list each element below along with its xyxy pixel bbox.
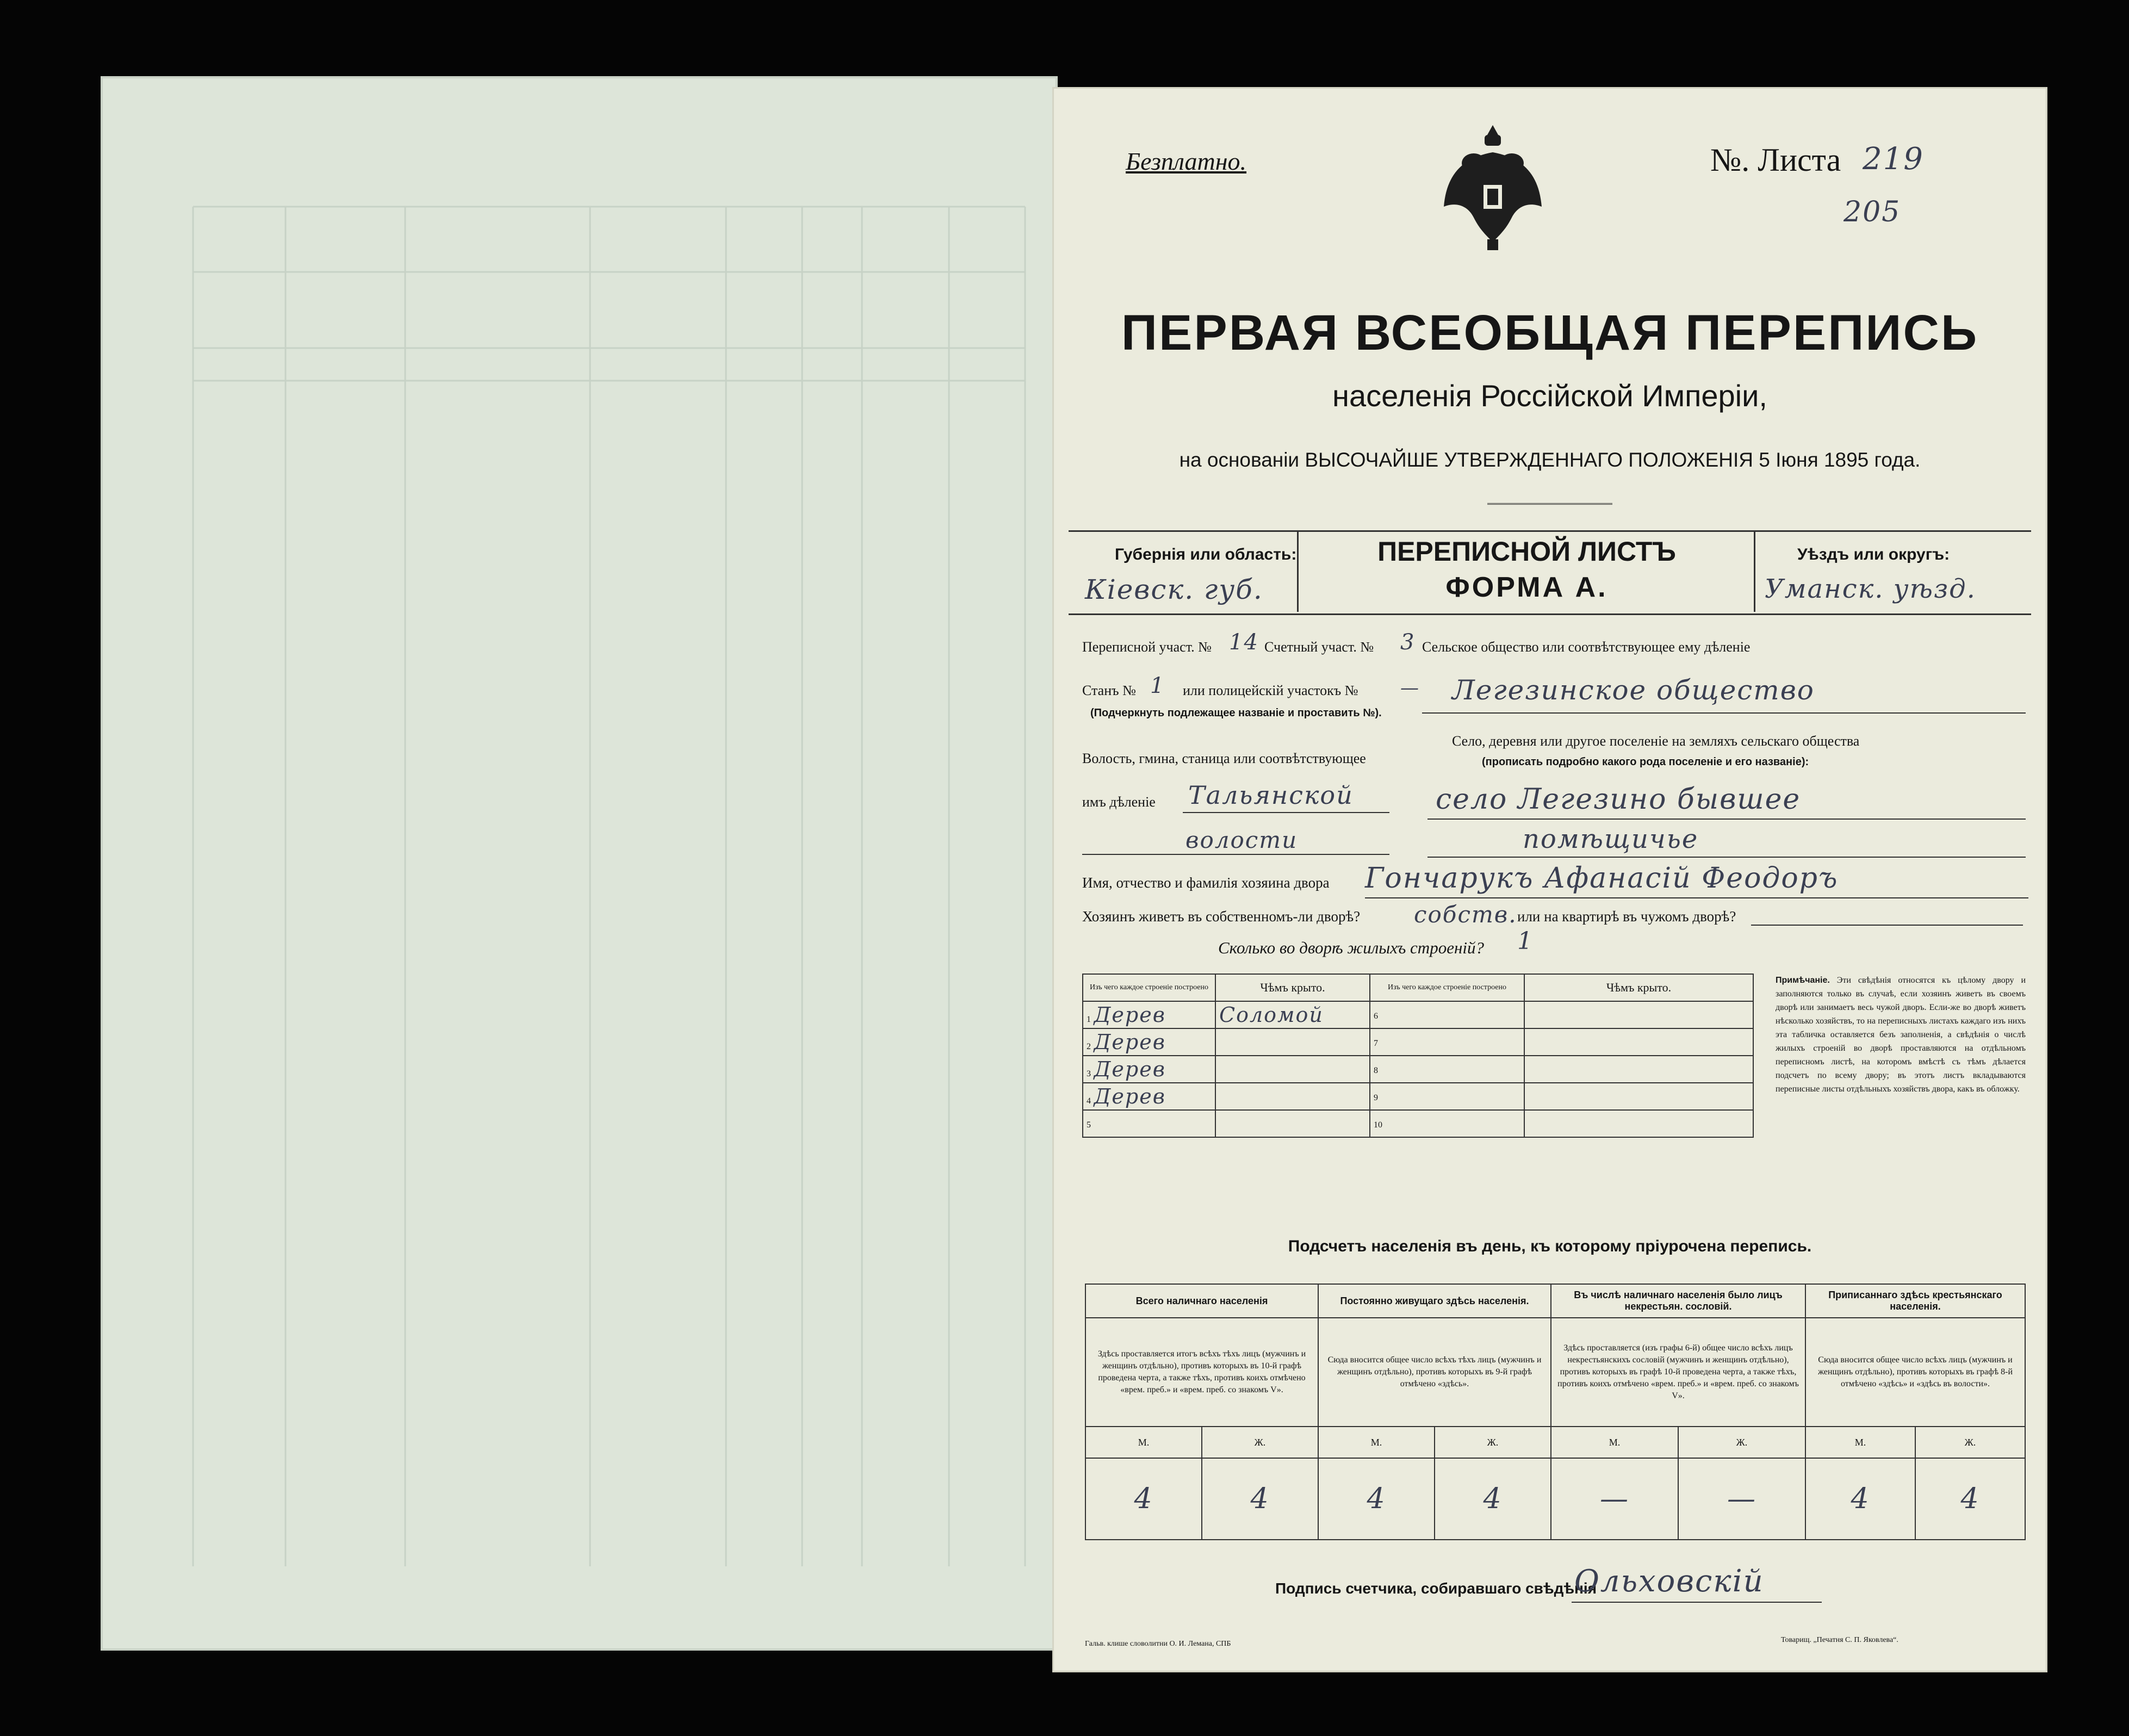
note-title: Примѣчаніе. <box>1776 976 1830 985</box>
village-value: село Легезино бывшее <box>1436 783 1801 816</box>
row-number: 8 <box>1374 1066 1378 1075</box>
table-cell <box>1524 1001 1753 1028</box>
volost-line-2 <box>1082 854 1389 855</box>
residence-value: собств. <box>1414 901 1517 928</box>
table-row <box>1083 1028 1753 1056</box>
residence-label-2: или на квартирѣ въ чужомъ дворѣ? <box>1517 908 1736 925</box>
uezd-value: Уманск. уѣзд. <box>1765 574 1976 604</box>
table-cell <box>1215 1028 1370 1056</box>
population-sex-row <box>1085 1427 2025 1458</box>
population-desc-row <box>1085 1318 2025 1427</box>
sheet-number-handwritten: 219 <box>1863 141 1924 177</box>
pop-col-desc: Сюда вносится общее число всѣхъ лицъ (мужчинъ и женщинъ отдѣльно), противъ которыхъ въ графѣ 8-й отмѣчено «здѣсь» и «здѣсь въ волости». <box>1805 1318 2025 1427</box>
table-cell <box>1524 1083 1753 1110</box>
row-number: 5 <box>1087 1120 1091 1130</box>
gubernia-value: Кіевск. губ. <box>1085 574 1263 605</box>
census-section-value: 14 <box>1229 630 1259 655</box>
table-cell <box>1370 1028 1524 1056</box>
pop-value: 4 <box>1915 1458 2025 1540</box>
material-value: Дерев <box>1094 1030 1166 1054</box>
village-note: (прописать подробно какого рода поселеніе и его названіе): <box>1482 756 1809 768</box>
population-table <box>1085 1284 2026 1540</box>
pop-value: 4 <box>1202 1458 1318 1540</box>
volost-value-2: волости <box>1185 827 1298 853</box>
uezd-label: Уѣздъ или округъ: <box>1797 545 1950 563</box>
printer-right: Товарищ. „Печатня С. П. Яковлева“. <box>1781 1636 1898 1644</box>
table-row <box>1083 1001 1753 1028</box>
society-label: Сельское общество или соотвѣтствующее ему дѣленіе <box>1422 639 1751 655</box>
col-material: Изъ чего каждое строеніе построено <box>1083 974 1215 1001</box>
printer-left: Гальв. клише словолитни О. И. Лемана, СПБ <box>1085 1640 1231 1648</box>
free-label: Безплатно. <box>1126 147 1247 175</box>
table-cell <box>1083 1001 1215 1028</box>
pop-col-desc: Здѣсь проставляется (изъ графы 6-й) общее число всѣхъ лицъ некрестьянскихъ сословій (мужчинъ и женщинъ отдѣльно), противъ которыхъ въ графѣ 10-й проведена черта, а также тѣхъ, противъ коихъ отмѣчено «врем. преб.» и «врем. преб. со знакомъ V». <box>1551 1318 1805 1427</box>
village-label: Село, деревня или другое поселеніе на земляхъ сельскаго общества <box>1452 733 1860 749</box>
volost-label-2: имъ дѣленіе <box>1082 794 1156 810</box>
signature-line <box>1572 1602 1822 1603</box>
owner-line <box>1365 897 2028 898</box>
row-number: 6 <box>1374 1012 1378 1021</box>
pop-value: — <box>1551 1458 1678 1540</box>
buildings-table <box>1082 974 1754 1138</box>
col-material-2: Изъ чего каждое строеніе построено <box>1370 974 1524 1001</box>
m-label: М. <box>1085 1427 1202 1458</box>
society-value: Легезинское общество <box>1452 674 1815 706</box>
form-list-title: ПЕРЕПИСНОЙ ЛИСТЪ <box>1377 536 1676 567</box>
material-value: Дерев <box>1094 1003 1166 1027</box>
table-cell <box>1215 1056 1370 1083</box>
village-line-2 <box>1427 857 2026 858</box>
f-label: Ж. <box>1435 1427 1551 1458</box>
row-number: 1 <box>1087 1015 1091 1024</box>
m-label: М. <box>1805 1427 1915 1458</box>
owner-label: Имя, отчество и фамилія хозяина двора <box>1082 875 1330 891</box>
material-value: Дерев <box>1094 1057 1166 1081</box>
stan-note: (Подчеркнуть подлежащее названіе и проставить №). <box>1090 707 1382 719</box>
left-page <box>101 76 1058 1651</box>
row-number: 7 <box>1374 1039 1378 1048</box>
pop-col-head: Приписаннаго здѣсь крестьянскаго населенія. <box>1805 1284 2025 1318</box>
society-line <box>1422 712 2026 714</box>
table-cell <box>1524 1110 1753 1137</box>
buildings-table-header <box>1083 974 1753 1001</box>
signature-label: Подпись счетчика, собиравшаго свѣдѣнія <box>1275 1580 1597 1597</box>
divider <box>1297 530 1299 612</box>
double-eagle-emblem <box>1441 125 1544 250</box>
table-cell <box>1370 1056 1524 1083</box>
table-cell <box>1524 1056 1753 1083</box>
pop-value: 4 <box>1435 1458 1551 1540</box>
stan-value: 1 <box>1150 673 1165 698</box>
gubernia-label: Губернія или область: <box>1115 545 1297 563</box>
f-label: Ж. <box>1915 1427 2025 1458</box>
divider <box>1754 530 1755 612</box>
residence-line <box>1751 925 2023 926</box>
pop-value: — <box>1678 1458 1805 1540</box>
police-value: — <box>1400 677 1420 699</box>
table-cell <box>1215 1110 1370 1137</box>
left-page-grid <box>101 76 1058 1651</box>
buildings-label: Сколько во дворѣ жилыхъ строеній? <box>1218 938 1484 957</box>
row-number: 10 <box>1374 1120 1382 1130</box>
residence-label: Хозяинъ живетъ въ собственномъ-ли дворѣ? <box>1082 908 1361 925</box>
table-cell <box>1370 1083 1524 1110</box>
form-name: ФОРМА А. <box>1445 572 1608 603</box>
f-label: Ж. <box>1202 1427 1318 1458</box>
volost-value: Тальянской <box>1188 780 1354 810</box>
village-line <box>1427 819 2026 820</box>
table-cell <box>1083 1028 1215 1056</box>
m-label: М. <box>1551 1427 1678 1458</box>
table-cell <box>1083 1056 1215 1083</box>
row-number: 9 <box>1374 1093 1378 1102</box>
buildings-value: 1 <box>1517 927 1534 955</box>
pop-col-head: Въ числѣ наличнаго населенія было лицъ некрестьян. сословій. <box>1551 1284 1805 1318</box>
sheet-number-label: №. Листа <box>1710 142 1841 178</box>
material-value: Дерев <box>1094 1084 1166 1108</box>
population-values-row <box>1085 1458 2025 1540</box>
roof-value: Соломой <box>1219 1003 1324 1027</box>
population-head-row <box>1085 1284 2025 1318</box>
pop-value: 4 <box>1318 1458 1435 1540</box>
row-number: 2 <box>1087 1042 1091 1051</box>
sheet-number-handwritten-2: 205 <box>1844 196 1901 228</box>
count-section-value: 3 <box>1400 630 1416 655</box>
table-row <box>1083 1110 1753 1137</box>
police-label: или полицейскій участокъ № <box>1183 683 1358 698</box>
census-basis: на основаніи ВЫСОЧАЙШЕ УТВЕРЖДЕННАГО ПОЛОЖЕНІЯ 5 Іюня 1895 года. <box>1179 449 1921 471</box>
stan-label: Станъ № <box>1082 683 1136 698</box>
population-heading: Подсчетъ населенія въ день, къ которому пріурочена перепись. <box>1288 1237 1812 1255</box>
signature-value: Ольховскій <box>1574 1564 1764 1599</box>
row-number: 3 <box>1087 1069 1091 1078</box>
census-subtitle: населенія Россійской Имперіи, <box>1332 379 1767 413</box>
table-cell <box>1524 1028 1753 1056</box>
pop-value: 4 <box>1085 1458 1202 1540</box>
col-roof-2: Чѣмъ крыто. <box>1524 974 1753 1001</box>
row-number: 4 <box>1087 1096 1091 1106</box>
census-form-page <box>1052 87 2047 1672</box>
table-cell <box>1215 1083 1370 1110</box>
village-value-2: помѣщичье <box>1523 824 1699 854</box>
pop-col-desc: Сюда вносится общее число всѣхъ тѣхъ лицъ (мужчинъ и женщинъ отдѣльно), противъ которыхъ въ 9-й графѣ отмѣчено «здѣсь». <box>1318 1318 1551 1427</box>
table-cell <box>1083 1083 1215 1110</box>
volost-label: Волость, гмина, станица или соотвѣтствующее <box>1082 751 1366 766</box>
census-title: ПЕРВАЯ ВСЕОБЩАЯ ПЕРЕПИСЬ <box>1121 305 1979 361</box>
pop-col-desc: Здѣсь проставляется итогъ всѣхъ тѣхъ лицъ (мужчинъ и женщинъ отдѣльно), противъ которыхъ въ 10-й графѣ проведена черта, а также тѣхъ, противъ коихъ отмѣчено «врем. преб.» и «врем. преб. со знакомъ V». <box>1085 1318 1318 1427</box>
pop-value: 4 <box>1805 1458 1915 1540</box>
table-row <box>1083 1083 1753 1110</box>
count-section-label: Счетный участ. № <box>1264 639 1374 655</box>
pop-col-head: Всего наличнаго населенія <box>1085 1284 1318 1318</box>
census-section-label: Переписной участ. № <box>1082 639 1212 655</box>
f-label: Ж. <box>1678 1427 1805 1458</box>
note-text: Эти свѣдѣнія относятся къ цѣлому двору и заполняются только въ случаѣ, если хозяинъ живетъ въ своемъ дворѣ или занимаетъ весь чужой дворъ. Если-же во дворѣ живетъ нѣсколько хозяйствъ, то на переписныхъ листахъ каждаго изъ нихъ эта табличка оставляется безъ заполненія, а свѣдѣнія о числѣ жилыхъ строеній во дворѣ проставляются на отдѣльномъ переписномъ листѣ, на которомъ вмѣстѣ съ тѣмъ дѣлается подсчетъ по всему двору; въ этотъ листъ вкладываются переписные листы отдѣльныхъ хозяйствъ двора, какъ въ обложку. <box>1776 976 2026 1094</box>
volost-line <box>1183 812 1389 813</box>
table-cell <box>1370 1110 1524 1137</box>
buildings-note <box>1776 974 2026 1096</box>
ornament-divider <box>1487 503 1612 505</box>
table-cell <box>1370 1001 1524 1028</box>
table-row <box>1083 1056 1753 1083</box>
pop-col-head: Постоянно живущаго здѣсь населенія. <box>1318 1284 1551 1318</box>
m-label: М. <box>1318 1427 1435 1458</box>
owner-value: Гончарукъ Афанасій Феодоръ <box>1365 862 1839 895</box>
table-cell <box>1215 1001 1370 1028</box>
table-cell <box>1083 1110 1215 1137</box>
col-roof: Чѣмъ крыто. <box>1215 974 1370 1001</box>
